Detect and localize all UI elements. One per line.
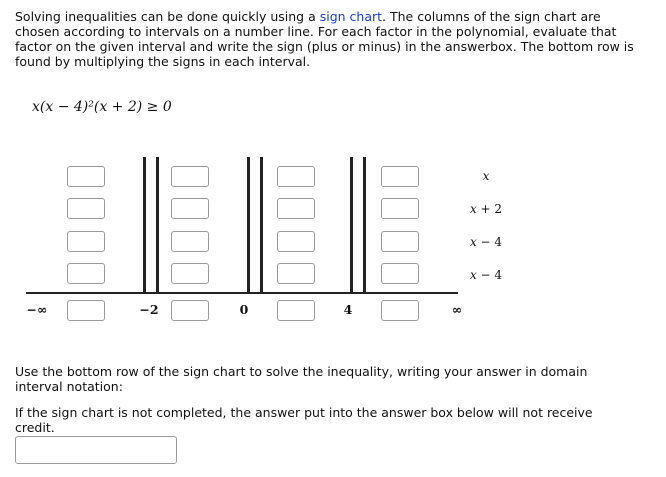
boundary-label-infinity: ∞ bbox=[451, 302, 463, 317]
boundary-line-neg2 bbox=[143, 157, 146, 292]
factor-label-row2 bbox=[462, 202, 510, 216]
number-line bbox=[26, 292, 458, 294]
sign-box-col4-row4[interactable] bbox=[381, 263, 419, 284]
boundary-line-4-b bbox=[363, 157, 366, 292]
factor-rest: − 4 bbox=[476, 235, 503, 249]
sign-box-col1-row2[interactable] bbox=[67, 198, 105, 219]
sign-box-col2-row2[interactable] bbox=[171, 198, 209, 219]
sign-box-col1-row1[interactable] bbox=[67, 166, 105, 187]
sign-box-col3-row1[interactable] bbox=[277, 166, 315, 187]
sign-box-col1-row3[interactable] bbox=[67, 231, 105, 252]
factor-var: x bbox=[469, 268, 477, 282]
product-box-col2[interactable] bbox=[171, 300, 209, 321]
boundary-label-neg2: −2 bbox=[139, 302, 159, 317]
sign-box-col4-row2[interactable] bbox=[381, 198, 419, 219]
factor-rest: − 4 bbox=[476, 268, 503, 282]
boundary-line-neg2-b bbox=[156, 157, 159, 292]
sign-box-col3-row2[interactable] bbox=[277, 198, 315, 219]
sign-box-col4-row1[interactable] bbox=[381, 166, 419, 187]
intro-text-start: Solving inequalities can be done quickly using a bbox=[15, 9, 320, 24]
sign-box-col3-row4[interactable] bbox=[277, 263, 315, 284]
product-box-col3[interactable] bbox=[277, 300, 315, 321]
factor-var: x bbox=[469, 202, 477, 216]
sign-box-col2-row1[interactable] bbox=[171, 166, 209, 187]
sign-chart-link[interactable]: sign chart bbox=[319, 9, 383, 24]
product-box-col1[interactable] bbox=[67, 300, 105, 321]
boundary-line-0 bbox=[247, 157, 250, 292]
boundary-label-4: 4 bbox=[343, 302, 353, 317]
sign-box-col3-row3[interactable] bbox=[277, 231, 315, 252]
boundary-line-0-b bbox=[260, 157, 263, 292]
solve-instructions: Use the bottom row of the sign chart to solve the inequality, writing your answer in domain interval notation: bbox=[15, 364, 588, 394]
intro-paragraph bbox=[15, 9, 645, 69]
intro-text-end: . The columns of the sign chart are chosen according to intervals on a number line. For each factor in the polynomial, evaluate that factor on the given interval and write the sign (plus or minus) in the answerbox. The bottom row is found by multiplying the signs in each interval. bbox=[15, 9, 634, 69]
boundary-label-0: 0 bbox=[239, 302, 249, 317]
sign-box-col4-row3[interactable] bbox=[381, 231, 419, 252]
factor-label-row1 bbox=[462, 169, 510, 183]
factor-label-row3 bbox=[462, 235, 510, 249]
credit-warning: If the sign chart is not completed, the answer put into the answer box below will not receive credit. bbox=[15, 405, 593, 435]
factor-rest: + 2 bbox=[476, 202, 503, 216]
boundary-label-neg-infinity: −∞ bbox=[26, 302, 48, 317]
factor-var: x bbox=[482, 169, 490, 183]
sign-box-col2-row3[interactable] bbox=[171, 231, 209, 252]
inequality-expression: x(x − 4)²(x + 2) ≥ 0 bbox=[32, 99, 172, 115]
boundary-line-4 bbox=[350, 157, 353, 292]
product-box-col4[interactable] bbox=[381, 300, 419, 321]
sign-box-col2-row4[interactable] bbox=[171, 263, 209, 284]
factor-var: x bbox=[469, 235, 477, 249]
factor-label-row4 bbox=[462, 268, 510, 282]
answer-input[interactable] bbox=[15, 436, 177, 464]
sign-box-col1-row4[interactable] bbox=[67, 263, 105, 284]
